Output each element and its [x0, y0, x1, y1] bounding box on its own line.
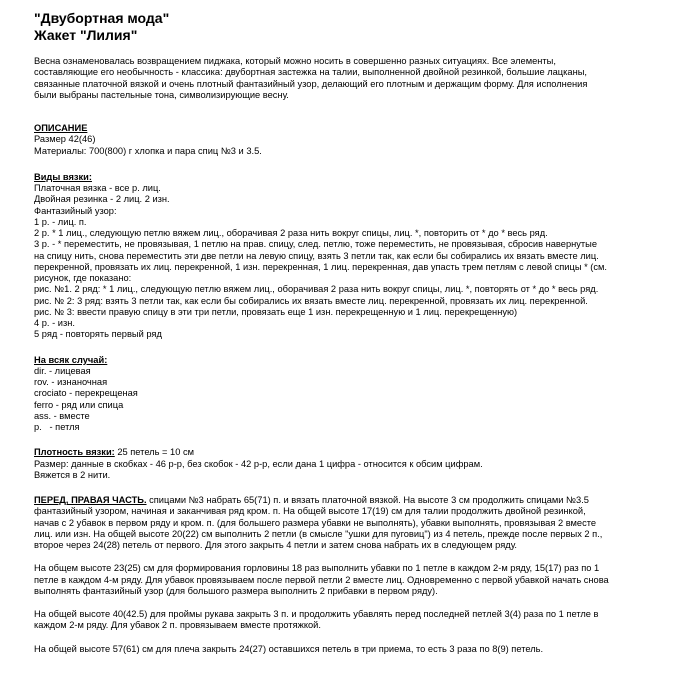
front-line: каждом 2-м ряду. Для убавок 2 п. провязываем вместе протяжкой.: [34, 620, 321, 631]
intro-paragraph: [34, 56, 688, 101]
title-line-2: Жакет "Лилия": [34, 26, 138, 43]
gauge-heading: Плотность вязки:: [34, 447, 115, 458]
front-line: [34, 495, 688, 506]
shoulder-paragraph: [34, 644, 688, 655]
stitch-line: 4 р. - изн.: [34, 318, 75, 328]
stitch-line: 5 ряд - повторять первый ряд: [34, 329, 162, 340]
front-line: На общем высоте 23(25) см для формирования горловины 18 раз выполнить убавки по 1 петле в каждом 2-м ряду, 15(17) раз по 1: [34, 563, 600, 574]
glossary-item: ass. - вместе: [34, 410, 90, 421]
front-line-text: спицами №3 набрать 65(71) п. и вязать платочной вязкой. На высоте 3 см продолжить спицами №3.5: [146, 495, 589, 505]
intro-line: были выбраны пастельные тона, символизирующие весну.: [34, 89, 289, 100]
front-line: второе через 24(28) петель от первого. Для этого закрыть 4 петли и затем снова набрать их в следующем ряду.: [34, 540, 518, 550]
gauge-section: [34, 447, 688, 481]
front-line: петле в каждом 4-м ряду. Для убавок провязываем после первой петли 2 вместе лиц. Одновременно с первой убавкой начать снова: [34, 574, 609, 585]
glossary-item: dir. - лицевая: [34, 365, 91, 376]
stitch-line: рис. №1. 2 ряд: * 1 лиц., следующую петлю вяжем лиц., оборачивая 2 раза нить вокруг спицы, лиц. *, повторять от * до * весь ряд.: [34, 284, 599, 295]
title-line-1: "Двубортная мода": [34, 10, 170, 26]
glossary-item: ferro - ряд или спица: [34, 399, 124, 410]
intro-line: связанные платочной вязкой и очень плотный фантазийный узор, делающий его плотным и держащим форму. Для исполнения: [34, 78, 588, 89]
stitch-line: перекренной, провязать их лиц. перекренной, 1 изн. перекренная, 1 лиц. перекренная, дав упасть трем петлям с левой спицы * (см.: [34, 261, 608, 272]
front-line: начав с 2 убавок в первом ряду и кром. п. (для большего размера убавки не выполнять), убавки выполнять, провязывая 2 вместе: [34, 517, 597, 528]
intro-line: Весна ознаменовалась возвращением пиджака, который можно носить в совершенно разных ситуациях. Все элементы,: [34, 56, 556, 66]
gauge-value: 25 петель = 10 см: [114, 447, 195, 458]
description-heading: ОПИСАНИЕ: [34, 123, 88, 133]
stitch-line: 3 р. - * переместить, не провязывая, 1 петлю на прав. спицу, след. петлю, тоже переместить, не провязывая, сбросив навернутые: [34, 239, 598, 250]
front-line: На общей высоте 40(42.5) для проймы рукава закрыть 3 п. и продолжить убавлять перед последней петлей 3(4) раза по 1 петле в: [34, 609, 599, 619]
stitches-section: [34, 172, 688, 341]
stitch-line: на спицу нить, снова переместить эти две петли на левую спицу, взять 3 петли так, как если бы собирались их вязать вместе лиц.: [34, 250, 599, 261]
glossary-item: p. - петля: [34, 422, 80, 432]
neckline-paragraph: [34, 563, 688, 597]
description-section: [34, 123, 688, 157]
front-line: лиц. или изн. На общей высоте 20(22) см выполнить 2 петли (в смысле "ушки для пуговиц") из 4 петель, прежде после первых 2 п.,: [34, 528, 603, 539]
stitches-heading: Виды вязки:: [34, 171, 92, 182]
front-line: выполнять фантазийный узор (для большого размера выполнить 2 прибавки в первом ряду).: [34, 585, 438, 596]
armhole-paragraph: [34, 609, 688, 632]
front-section: [34, 495, 688, 655]
stitch-line: Двойная резинка - 2 лиц. 2 изн.: [34, 194, 170, 205]
glossary-section: [34, 355, 688, 434]
gauge-note: Размер: данные в скобках - 46 р-р, без скобок - 42 р-р, если дана 1 цифра - относится к обсим цифрам.: [34, 458, 483, 469]
stitch-line: 2 р. * 1 лиц., следующую петлю вяжем лиц., оборачивая 2 раза нить вокруг спицы, лиц. *, повторить от * до * весь ряд.: [34, 228, 548, 238]
stitch-line: рисунок, где показано:: [34, 273, 132, 283]
materials-line: Материалы: 700(800) г хлопка и пара спиц №3 и 3.5.: [34, 145, 262, 156]
glossary-item: crociato - перекрещеная: [34, 388, 138, 399]
intro-line: составляющие его необычность - классика: двубортная застежка на талии, выполненной двойной резинкой, большие лацканы,: [34, 67, 587, 78]
stitch-line: Платочная вязка - все р. лиц.: [34, 183, 161, 193]
front-line: фантазийный узором, начиная и заканчивая ряд кром. п. На общей высоте 17(19) см для талии продолжить двойной резинкой,: [34, 506, 586, 517]
stitch-line: рис. № 3: ввести правую спицу в эти три петли, провязать еще 1 изн. перекрещенную и 1 лиц. перекрещенную): [34, 306, 518, 317]
stitch-line: Фантазийный узор:: [34, 205, 117, 216]
glossary-item: rov. - изнаночная: [34, 377, 108, 387]
stitch-line: рис. № 2: 3 ряд: взять 3 петли так, как если бы собирались их вязать вместе лиц. перекренной, провязать их лиц. перекренной.: [34, 295, 588, 306]
size-line: Размер 42(46): [34, 134, 96, 145]
front-heading: ПЕРЕД, ПРАВАЯ ЧАСТЬ.: [34, 495, 147, 505]
stitch-line: 1 р. - лиц. п.: [34, 216, 87, 227]
front-line: На общей высоте 57(61) см для плеча закрыть 24(27) оставшихся петель в три приема, то есть 3 раза по 8(9) петель.: [34, 643, 544, 654]
gauge-note: Вяжется в 2 нити.: [34, 469, 111, 480]
glossary-heading: На всяк случай:: [34, 354, 108, 365]
gauge-line: [34, 447, 688, 458]
